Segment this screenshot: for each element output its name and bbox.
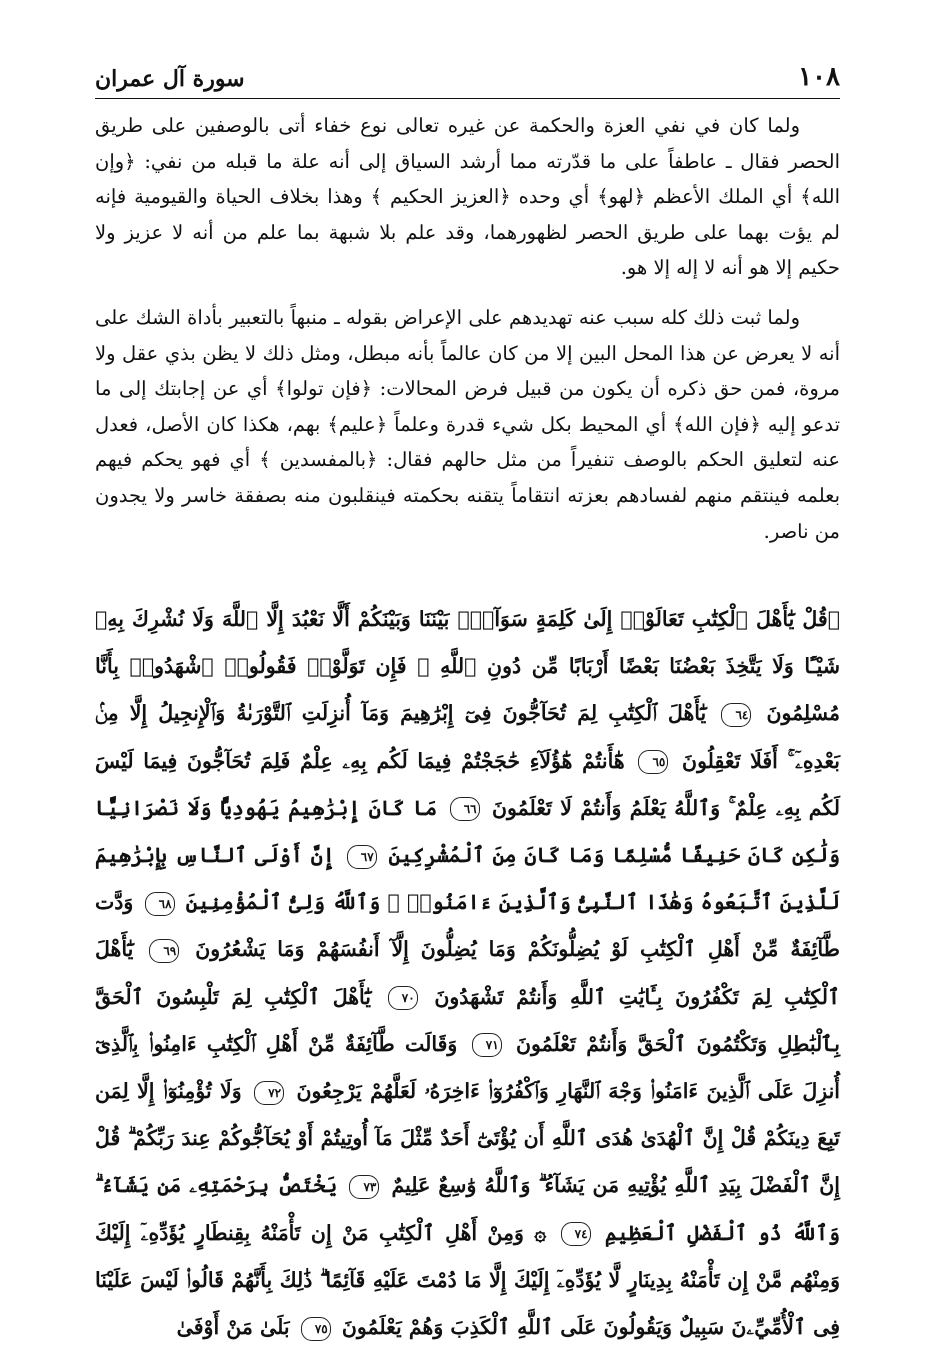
verse-number-marker: ٦٦	[450, 797, 480, 821]
verse-text: يَٰٓأَهْلَ ٱلْكِتَٰبِ لِمَ تَلْبِسُونَ ٱلْحَقَّ بِٱلْبَٰطِلِ وَتَكْتُمُونَ ٱلْحَقَّ وَأَنتُمْ تَعْلَمُونَ	[95, 984, 840, 1056]
verse-text: بَلَىٰ مَنْ أَوْفَىٰ	[176, 1315, 290, 1340]
commentary-paragraph: ولما ثبت ذلك كله سبب عنه تهديدهم على الإعراض بقوله ـ منبهاً بالتعبير بأداة الشك على أنه لا يعرض عن هذا المحل البين إلا من كان عالماً بأنه مبطل، ومثل ذلك لا يظن بذي عقل ولا مروة، فمن حق ذكره أن يكون من قبيل فرض المحالات: ﴿فإن تولوا﴾ أي عن إجابتك إلى ما تدعو إليه ﴿فإن الله﴾ أي المحيط بكل شيء قدرة وعلماً ﴿عليم﴾ بهم، هكذا كان الأصل، فعدل عنه لتعليق الحكم بالوصف تنفيراً من مثل حالهم فقال: ﴿بالمفسدين ﴾ أي فهو يحكم فيهم بعلمه فينتقم منهم لفسادهم بعزته انتقاماً يتقنه بحكمته فينقلبون منه بصفقة خاسر ولا يجدون من ناصر.	[95, 305, 841, 543]
verse-number-marker: ٦٥	[638, 750, 668, 774]
quran-verses	[95, 596, 840, 1351]
verse-text: ﴿قُلْ يَٰٓأَهْلَ ٱلْكِتَٰبِ تَعَالَوْا۟ إِلَىٰ كَلِمَةٍ سَوَآءٍۭ بَيْنَنَا وَبَيْنَكُمْ أَلَّا نَعْبُدَ إِلَّا ٱللَّهَ وَلَا نُشْرِكَ بِهِۦ شَيْـًٔا وَلَا يَتَّخِذَ بَعْضُنَا بَعْضًا أَرْبَابًا مِّن دُونِ ٱللَّهِ ۚ فَإِن تَوَلَّوْا۟ فَقُولُوا۟ ٱشْهَدُوا۟ بِأَنَّا مُسْلِمُونَ	[95, 607, 840, 726]
verse-number-marker: ٦٤	[721, 703, 751, 727]
verse-text: مَا كَانَ إِبْرَٰهِيمُ يَهُودِيًّا وَلَا نَصْرَانِيًّا وَلَٰكِن كَانَ حَنِيفًا مُّسْلِمًا وَمَا كَانَ مِنَ ٱلْمُشْرِكِينَ	[95, 795, 841, 868]
verse-number-marker: ٦٨	[145, 892, 175, 916]
verse-text: ۞ وَمِنْ أَهْلِ ٱلْكِتَٰبِ مَنْ إِن تَأْمَنْهُ بِقِنطَارٍ يُؤَدِّهِۦٓ إِلَيْكَ وَمِنْهُم مَّنْ إِن تَأْمَنْهُ بِدِينَارٍ لَّا يُؤَدِّهِۦٓ إِلَيْكَ إِلَّا مَا دُمْتَ عَلَيْهِ قَآئِمًا ۗ ذَٰلِكَ بِأَنَّهُمْ قَالُوا۟ لَيْسَ عَلَيْنَا فِى ٱلْأُمِّيِّۦنَ سَبِيلٌ وَيَقُولُونَ عَلَى ٱللَّهِ ٱلْكَذِبَ وَهُمْ يَعْلَمُونَ	[95, 1220, 840, 1340]
verse-text: يَخْتَصُّ بِرَحْمَتِهِۦ مَن يَشَآءُ ۗ وَٱللَّهُ ذُو ٱلْفَضْلِ ٱلْعَظِيمِ	[95, 1173, 841, 1245]
verse-text: وَدَّت طَّآئِفَةٌ مِّنْ أَهْلِ ٱلْكِتَٰبِ لَوْ يُضِلُّونَكُمْ وَمَا يُضِلُّونَ إِلَّآ أَنفُسَهُمْ وَمَا يَشْعُرُونَ	[95, 890, 840, 962]
verse-text: وَقَالَت طَّآئِفَةٌ مِّنْ أَهْلِ ٱلْكِتَٰبِ ءَامِنُوا۟ بِٱلَّذِىٓ أُنزِلَ عَلَى ٱلَّذِينَ ءَامَنُوا۟ وَجْهَ ٱلنَّهَارِ وَٱكْفُرُوٓا۟ ءَاخِرَهُۥ لَعَلَّهُمْ يَرْجِعُونَ	[95, 1031, 841, 1104]
verse-text: وَلَا تُؤْمِنُوٓا۟ إِلَّا لِمَن تَبِعَ دِينَكُمْ قُلْ إِنَّ ٱلْهُدَىٰ هُدَى ٱللَّهِ أَن يُؤْتَىٰٓ أَحَدٌ مِّثْلَ مَآ أُوتِيتُمْ أَوْ يُحَآجُّوكُمْ عِندَ رَبِّكُمْ ۗ قُلْ إِنَّ ٱلْفَضْلَ بِيَدِ ٱللَّهِ يُؤْتِيهِ مَن يَشَآءُ ۗ وَٱللَّهُ وَٰسِعٌ عَلِيمٌ	[95, 1079, 840, 1198]
page-header	[95, 58, 840, 99]
verse-number-marker: ٧٢	[254, 1081, 284, 1105]
verse-text: هَٰٓأَنتُمْ هَٰٓؤُلَآءِ حَٰجَجْتُمْ فِيمَا لَكُم بِهِۦ عِلْمٌ فَلِمَ تُحَآجُّونَ فِيمَا لَيْسَ لَكُم بِهِۦ عِلْمٌ ۚ وَٱللَّهُ يَعْلَمُ وَأَنتُمْ لَا تَعْلَمُونَ	[95, 748, 840, 820]
verse-number-marker: ٧٠	[388, 986, 418, 1010]
verse-number-marker: ٦٩	[149, 939, 179, 963]
surah-title: سورة آل عمران	[95, 66, 245, 92]
verse-number-marker: ٧٤	[561, 1222, 591, 1246]
verse-text: إِنَّ أَوْلَى ٱلنَّاسِ بِإِبْرَٰهِيمَ لَلَّذِينَ ٱتَّبَعُوهُ وَهَٰذَا ٱلنَّبِىُّ وَٱلَّذِينَ ءَامَنُوا۟ ۗ وَٱللَّهُ وَلِىُّ ٱلْمُؤْمِنِينَ	[95, 843, 840, 915]
commentary-text	[95, 108, 840, 563]
verse-text: يَٰٓأَهْلَ ٱلْكِتَٰبِ لِمَ تَكْفُرُونَ بِـَٔايَٰتِ ٱللَّهِ وَأَنتُمْ تَشْهَدُونَ	[95, 937, 840, 1009]
verse-number-marker: ٦٧	[347, 845, 377, 869]
verse-text: يَٰٓأَهْلَ ٱلْكِتَٰبِ لِمَ تُحَآجُّونَ فِىٓ إِبْرَٰهِيمَ وَمَآ أُنزِلَتِ ٱلتَّوْرَىٰةُ وَٱلْإِنجِيلُ إِلَّا مِنۢ بَعْدِهِۦٓ ۚ أَفَلَا تَعْقِلُونَ	[95, 701, 841, 773]
commentary-paragraph: ولما كان في نفي العزة والحكمة عن غيره تعالى نوع خفاء أتى بالوصفين على طريق الحصر فقال ـ عاطفاً على ما قدّرته مما أرشد السياق إلى أنه علة ما قبله من نفي: ﴿وإن الله﴾ أي الملك الأعظم ﴿لهو﴾ أي وحده ﴿العزيز الحكيم ﴾ وهذا بخلاف الحياة والقيومية فإنه لم يؤت بهما على طريق الحصر لظهورهما، وقد علم بلا شبهة بما علم من أنه لا عزيز ولا حكيم إلا هو أنه لا إله إلا هو.	[95, 114, 840, 280]
verse-number-marker: ٧٥	[301, 1317, 331, 1341]
page-number: ١٠٨	[798, 62, 840, 92]
verse-number-marker: ٧١	[472, 1033, 502, 1057]
verse-number-marker: ٧٣	[349, 1175, 379, 1199]
